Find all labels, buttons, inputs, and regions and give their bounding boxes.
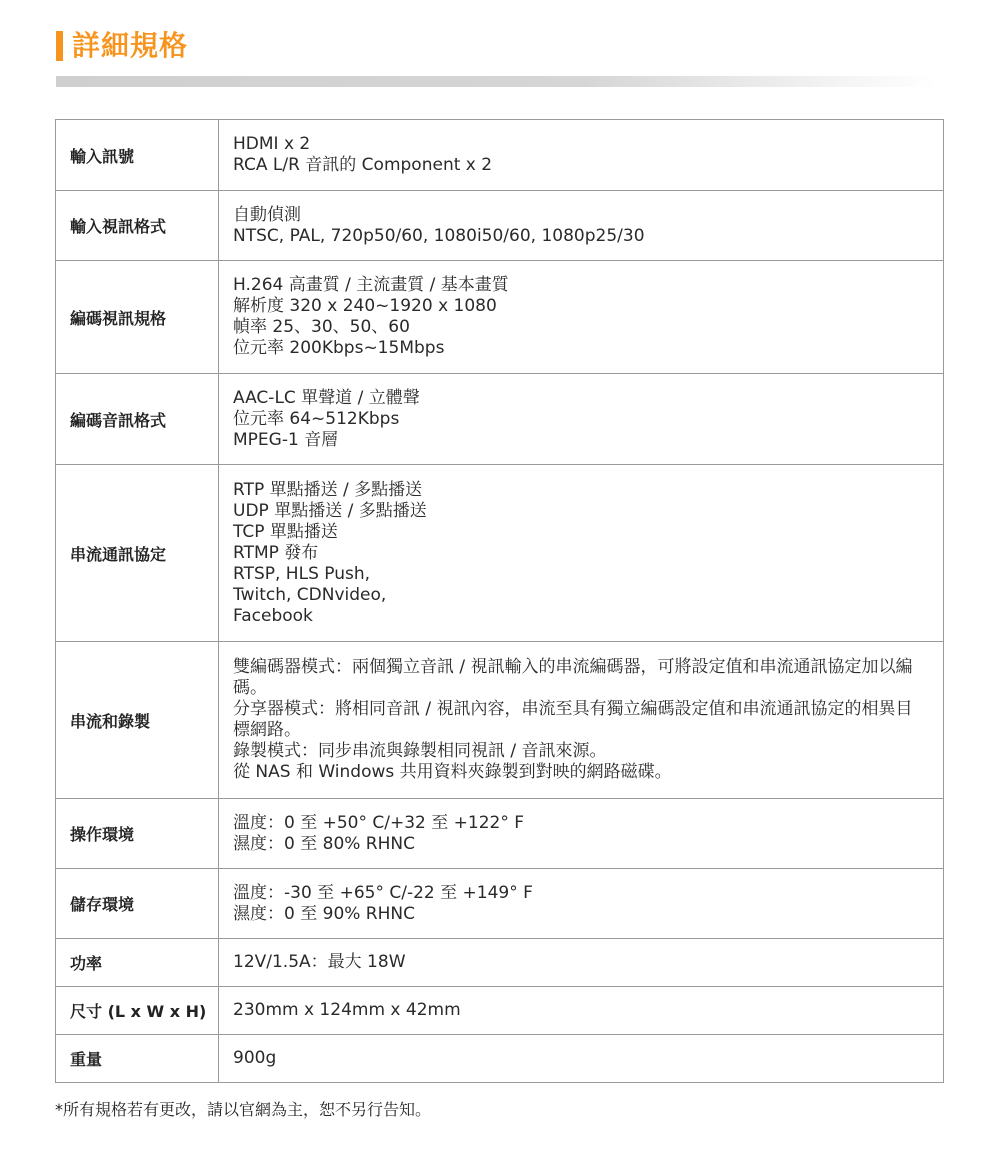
footnote: *所有規格若有更改，請以官網為主，恕不另行告知。 [55,1100,432,1119]
spec-value-line: 分享器模式：將相同音訊 / 視訊內容，串流至具有獨立編碼設定值和串流通訊協定的相異目標網路。 [233,699,913,740]
page-title: 詳細規格 [72,29,189,62]
spec-value [219,261,944,374]
spec-value [219,939,944,987]
spec-value-line: Facebook [233,605,313,626]
spec-value [219,191,944,261]
section-heading [56,26,188,66]
spec-value-line: 錄製模式：同步串流與錄製相同視訊 / 音訊來源。 [233,741,607,761]
spec-value-line: 濕度：0 至 90% RHNC [233,903,415,924]
spec-value [219,987,944,1035]
heading-accent-bar [56,31,63,61]
spec-value-line: MPEG-1 音層 [233,429,339,450]
spec-row-encoding-video [56,261,944,374]
spec-row-streaming-recording [56,642,944,799]
spec-value-line: 濕度：0 至 80% RHNC [233,833,415,854]
spec-value [219,120,944,191]
spec-row-input-signal [56,120,944,191]
spec-value-line: 溫度：0 至 +50° C/+32 至 +122° F [233,812,525,833]
spec-row-storage-environment [56,869,944,939]
spec-value-line: UDP 單點播送 / 多點播送 [233,500,427,521]
spec-label: 串流和錄製 [56,642,219,799]
spec-label: 尺寸 (L x W x H) [56,987,219,1035]
spec-label: 操作環境 [56,799,219,869]
spec-value-line: NTSC, PAL, 720p50/60, 1080i50/60, 1080p25/30 [233,225,645,246]
spec-label: 輸入視訊格式 [56,191,219,261]
spec-value-line: 幀率 25、30、50、60 [233,317,410,337]
spec-row-encoding-audio [56,374,944,465]
spec-value-line: 雙編碼器模式：兩個獨立音訊 / 視訊輸入的串流編碼器，可將設定值和串流通訊協定加以編碼。 [233,657,913,698]
spec-label: 編碼視訊規格 [56,261,219,374]
spec-value-line: 900g [233,1048,277,1068]
spec-row-operating-environment [56,799,944,869]
spec-value-line: RTMP 發布 [233,542,319,563]
spec-table [55,119,944,1083]
spec-label: 編碼音訊格式 [56,374,219,465]
spec-value-line: HDMI x 2 [233,134,311,154]
spec-value-line: AAC-LC 單聲道 / 立體聲 [233,387,420,408]
spec-value-line: H.264 高畫質 / 主流畫質 / 基本畫質 [233,275,509,295]
spec-value-line: 230mm x 124mm x 42mm [233,1000,461,1020]
spec-row-weight [56,1035,944,1083]
heading-divider [56,76,936,87]
spec-value-line: 溫度：-30 至 +65° C/-22 至 +149° F [233,882,533,903]
spec-value [219,374,944,465]
spec-value [219,869,944,939]
spec-value-line: 從 NAS 和 Windows 共用資料夾錄製到對映的網路磁碟。 [233,762,672,782]
spec-label: 串流通訊協定 [56,465,219,642]
spec-label: 功率 [56,939,219,987]
spec-value [219,465,944,642]
spec-value-line: 位元率 64~512Kbps [233,408,400,429]
spec-row-streaming-protocol [56,465,944,642]
spec-value-line: 解析度 320 x 240~1920 x 1080 [233,296,497,316]
spec-value [219,1035,944,1083]
spec-value-line: RCA L/R 音訊的 Component x 2 [233,155,493,175]
spec-value-line: RTSP, HLS Push, [233,563,371,584]
spec-label: 重量 [56,1035,219,1083]
spec-value-line: 自動偵測 [233,204,301,225]
spec-value-line: Twitch, CDNvideo, [233,584,387,605]
spec-value [219,799,944,869]
spec-value-line: TCP 單點播送 [233,521,338,542]
spec-value-line: RTP 單點播送 / 多點播送 [233,479,423,500]
spec-label: 輸入訊號 [56,120,219,191]
spec-value [219,642,944,799]
spec-label: 儲存環境 [56,869,219,939]
spec-row-dimensions [56,987,944,1035]
spec-value-line: 位元率 200Kbps~15Mbps [233,338,445,358]
spec-row-input-video-format [56,191,944,261]
spec-row-power [56,939,944,987]
spec-value-line: 12V/1.5A：最大 18W [233,952,406,972]
